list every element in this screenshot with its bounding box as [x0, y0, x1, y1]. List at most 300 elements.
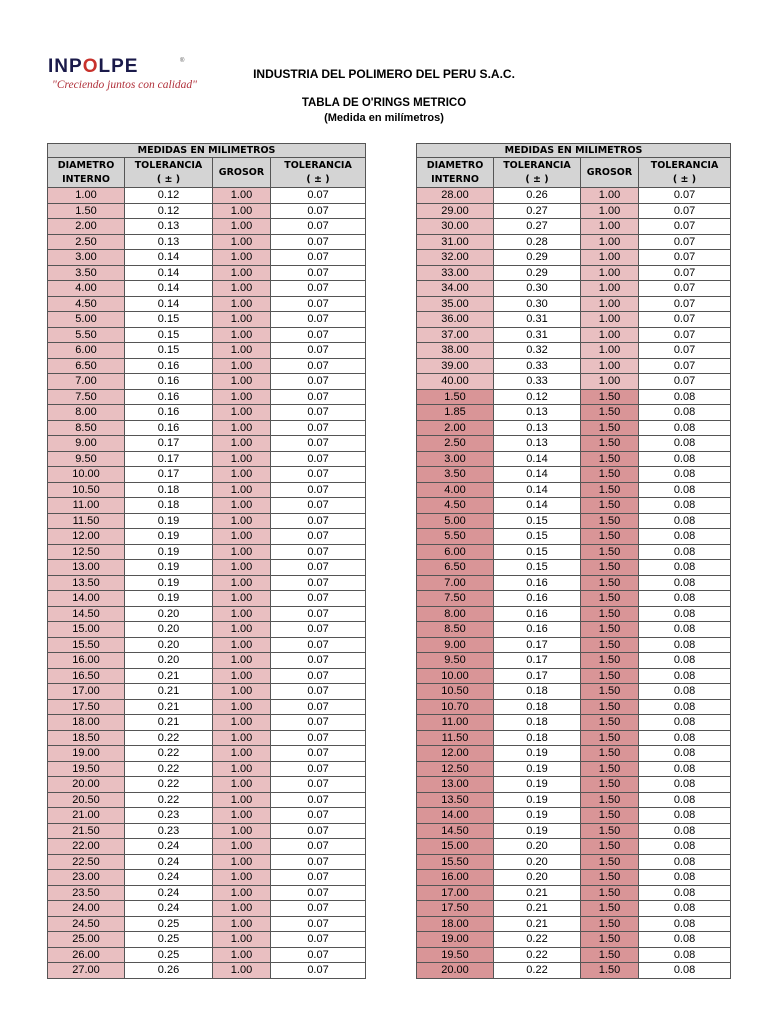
thickness-tolerance-cell: 0.08: [639, 885, 731, 901]
table-row: [417, 389, 731, 405]
tolerance-cell: 0.31: [494, 327, 581, 343]
thickness-cell: 1.50: [581, 746, 639, 762]
thickness-cell: 1.50: [581, 699, 639, 715]
table-row: [48, 901, 366, 917]
thickness-cell: 1.00: [213, 699, 271, 715]
thickness-cell: 1.00: [213, 219, 271, 235]
inner-diameter-cell: 24.00: [48, 901, 125, 917]
thickness-tolerance-cell: 0.07: [271, 389, 366, 405]
thickness-tolerance-cell: 0.07: [271, 730, 366, 746]
inner-diameter-cell: 6.50: [417, 560, 494, 576]
table-row: [48, 637, 366, 653]
thickness-tolerance-cell: 0.07: [271, 250, 366, 266]
thickness-tolerance-cell: 0.08: [639, 560, 731, 576]
thickness-tolerance-cell: 0.07: [271, 281, 366, 297]
thickness-cell: 1.00: [213, 436, 271, 452]
thickness-tolerance-cell: 0.08: [639, 622, 731, 638]
inner-diameter-cell: 17.50: [417, 901, 494, 917]
logo-prefix: INP: [48, 56, 83, 77]
table-row: [48, 963, 366, 979]
thickness-tolerance-cell: 0.08: [639, 436, 731, 452]
thickness-tolerance-cell: 0.08: [639, 451, 731, 467]
table-row: [417, 560, 731, 576]
thickness-cell: 1.50: [581, 653, 639, 669]
thickness-tolerance-cell: 0.07: [271, 870, 366, 886]
thickness-tolerance-cell: 0.08: [639, 482, 731, 498]
thickness-tolerance-cell: 0.08: [639, 668, 731, 684]
table-group-header: MEDIDAS EN MILIMETROS: [48, 144, 366, 158]
thickness-cell: 1.50: [581, 777, 639, 793]
tolerance-cell: 0.21: [125, 668, 213, 684]
tolerance-cell: 0.18: [494, 730, 581, 746]
table-row: [417, 885, 731, 901]
tolerance-cell: 0.21: [494, 885, 581, 901]
thickness-cell: 1.00: [213, 947, 271, 963]
oring-table-left: [47, 143, 366, 979]
tolerance-cell: 0.20: [125, 622, 213, 638]
tolerance-cell: 0.14: [494, 482, 581, 498]
thickness-tolerance-cell: 0.07: [271, 715, 366, 731]
thickness-cell: 1.00: [213, 482, 271, 498]
thickness-tolerance-cell: 0.07: [271, 188, 366, 204]
inner-diameter-cell: 4.50: [417, 498, 494, 514]
thickness-tolerance-cell: 0.08: [639, 870, 731, 886]
thickness-cell: 1.50: [581, 885, 639, 901]
inner-diameter-cell: 6.00: [417, 544, 494, 560]
thickness-cell: 1.00: [213, 777, 271, 793]
inner-diameter-cell: 20.50: [48, 792, 125, 808]
table-row: [417, 854, 731, 870]
inner-diameter-cell: 7.00: [48, 374, 125, 390]
table-row: [48, 591, 366, 607]
table-row: [48, 622, 366, 638]
thickness-cell: 1.50: [581, 513, 639, 529]
thickness-tolerance-cell: 0.07: [271, 746, 366, 762]
thickness-cell: 1.50: [581, 947, 639, 963]
table-row: [417, 451, 731, 467]
tolerance-cell: 0.26: [494, 188, 581, 204]
table-row: [48, 808, 366, 824]
inner-diameter-cell: 21.00: [48, 808, 125, 824]
inner-diameter-cell: 34.00: [417, 281, 494, 297]
table-row: [417, 312, 731, 328]
inner-diameter-cell: 39.00: [417, 358, 494, 374]
table-row: [48, 544, 366, 560]
thickness-cell: 1.00: [581, 203, 639, 219]
thickness-cell: 1.00: [213, 839, 271, 855]
thickness-cell: 1.00: [213, 730, 271, 746]
thickness-tolerance-cell: 0.07: [271, 575, 366, 591]
thickness-tolerance-cell: 0.08: [639, 467, 731, 483]
thickness-cell: 1.00: [213, 668, 271, 684]
thickness-tolerance-cell: 0.08: [639, 715, 731, 731]
inner-diameter-cell: 2.00: [48, 219, 125, 235]
thickness-tolerance-cell: 0.08: [639, 761, 731, 777]
thickness-tolerance-cell: 0.07: [271, 513, 366, 529]
thickness-tolerance-cell: 0.07: [639, 296, 731, 312]
table-row: [417, 668, 731, 684]
table-row: [417, 358, 731, 374]
tolerance-cell: 0.17: [494, 653, 581, 669]
tolerance-cell: 0.19: [125, 560, 213, 576]
thickness-tolerance-cell: 0.07: [271, 885, 366, 901]
thickness-cell: 1.00: [213, 916, 271, 932]
inner-diameter-cell: 19.50: [417, 947, 494, 963]
table-row: [417, 901, 731, 917]
tolerance-cell: 0.21: [494, 916, 581, 932]
thickness-tolerance-cell: 0.07: [271, 606, 366, 622]
thickness-cell: 1.00: [581, 281, 639, 297]
table-row: [48, 265, 366, 281]
thickness-cell: 1.00: [213, 312, 271, 328]
table-row: [417, 250, 731, 266]
tolerance-cell: 0.14: [125, 296, 213, 312]
thickness-tolerance-cell: 0.08: [639, 637, 731, 653]
logo-slogan: "Creciendo juntos con calidad": [52, 79, 197, 91]
table-row: [48, 281, 366, 297]
inner-diameter-cell: 29.00: [417, 203, 494, 219]
table-row: [417, 932, 731, 948]
tolerance-cell: 0.28: [494, 234, 581, 250]
tolerance-cell: 0.16: [125, 374, 213, 390]
tolerance-cell: 0.20: [494, 839, 581, 855]
inner-diameter-cell: 18.00: [48, 715, 125, 731]
thickness-cell: 1.00: [213, 885, 271, 901]
thickness-tolerance-cell: 0.08: [639, 746, 731, 762]
table-row: [417, 482, 731, 498]
col-header-tolerance-diameter: TOLERANCIA ( ± ): [125, 158, 213, 188]
thickness-cell: 1.50: [581, 606, 639, 622]
thickness-cell: 1.00: [213, 420, 271, 436]
inner-diameter-cell: 40.00: [417, 374, 494, 390]
thickness-tolerance-cell: 0.07: [271, 653, 366, 669]
tolerance-cell: 0.19: [494, 808, 581, 824]
thickness-cell: 1.50: [581, 420, 639, 436]
inner-diameter-cell: 5.50: [48, 327, 125, 343]
inner-diameter-cell: 35.00: [417, 296, 494, 312]
tolerance-cell: 0.22: [125, 792, 213, 808]
tolerance-cell: 0.12: [494, 389, 581, 405]
thickness-tolerance-cell: 0.07: [271, 436, 366, 452]
table-row: [417, 963, 731, 979]
tolerance-cell: 0.13: [494, 420, 581, 436]
thickness-tolerance-cell: 0.07: [271, 219, 366, 235]
inner-diameter-cell: 31.00: [417, 234, 494, 250]
tolerance-cell: 0.23: [125, 823, 213, 839]
tolerance-cell: 0.14: [494, 451, 581, 467]
inner-diameter-cell: 15.50: [48, 637, 125, 653]
tolerance-cell: 0.24: [125, 870, 213, 886]
thickness-tolerance-cell: 0.08: [639, 544, 731, 560]
inner-diameter-cell: 11.50: [48, 513, 125, 529]
tolerance-cell: 0.22: [125, 730, 213, 746]
thickness-tolerance-cell: 0.08: [639, 653, 731, 669]
thickness-cell: 1.00: [213, 358, 271, 374]
inner-diameter-cell: 3.50: [48, 265, 125, 281]
table-row: [48, 839, 366, 855]
tolerance-cell: 0.20: [125, 653, 213, 669]
table-row: [417, 420, 731, 436]
tolerance-cell: 0.19: [494, 792, 581, 808]
tolerance-cell: 0.15: [125, 327, 213, 343]
inner-diameter-cell: 18.50: [48, 730, 125, 746]
table-row: [417, 219, 731, 235]
thickness-tolerance-cell: 0.07: [639, 203, 731, 219]
thickness-tolerance-cell: 0.07: [639, 312, 731, 328]
page-subtitle: (Medida en milímetros): [324, 112, 444, 124]
thickness-cell: 1.50: [581, 668, 639, 684]
inner-diameter-cell: 6.50: [48, 358, 125, 374]
inner-diameter-cell: 26.00: [48, 947, 125, 963]
inner-diameter-cell: 9.00: [48, 436, 125, 452]
thickness-tolerance-cell: 0.08: [639, 777, 731, 793]
thickness-tolerance-cell: 0.07: [639, 188, 731, 204]
table-row: [417, 730, 731, 746]
thickness-cell: 1.00: [213, 622, 271, 638]
col-header-inner-diameter: DIAMETRO INTERNO: [417, 158, 494, 188]
thickness-cell: 1.00: [213, 808, 271, 824]
thickness-tolerance-cell: 0.07: [271, 544, 366, 560]
tolerance-cell: 0.22: [494, 963, 581, 979]
thickness-tolerance-cell: 0.07: [271, 327, 366, 343]
thickness-tolerance-cell: 0.07: [271, 203, 366, 219]
inner-diameter-cell: 22.50: [48, 854, 125, 870]
thickness-cell: 1.00: [213, 560, 271, 576]
table-row: [48, 777, 366, 793]
table-row: [48, 343, 366, 359]
thickness-cell: 1.00: [213, 498, 271, 514]
thickness-tolerance-cell: 0.07: [639, 219, 731, 235]
table-row: [48, 234, 366, 250]
table-row: [417, 296, 731, 312]
tolerance-cell: 0.24: [125, 839, 213, 855]
tolerance-cell: 0.17: [125, 436, 213, 452]
table-row: [417, 916, 731, 932]
thickness-tolerance-cell: 0.08: [639, 916, 731, 932]
thickness-tolerance-cell: 0.07: [271, 560, 366, 576]
thickness-cell: 1.50: [581, 792, 639, 808]
thickness-tolerance-cell: 0.08: [639, 963, 731, 979]
registered-mark: ®: [180, 58, 185, 64]
inner-diameter-cell: 15.00: [417, 839, 494, 855]
thickness-tolerance-cell: 0.07: [639, 265, 731, 281]
thickness-cell: 1.00: [581, 219, 639, 235]
inner-diameter-cell: 4.00: [417, 482, 494, 498]
thickness-cell: 1.50: [581, 715, 639, 731]
thickness-tolerance-cell: 0.08: [639, 808, 731, 824]
inner-diameter-cell: 3.00: [417, 451, 494, 467]
table-row: [48, 684, 366, 700]
inner-diameter-cell: 1.85: [417, 405, 494, 421]
tolerance-cell: 0.29: [494, 250, 581, 266]
table-row: [417, 575, 731, 591]
thickness-cell: 1.50: [581, 637, 639, 653]
inner-diameter-cell: 17.50: [48, 699, 125, 715]
inner-diameter-cell: 17.00: [48, 684, 125, 700]
inner-diameter-cell: 19.00: [417, 932, 494, 948]
thickness-tolerance-cell: 0.07: [271, 343, 366, 359]
thickness-tolerance-cell: 0.08: [639, 498, 731, 514]
table-row: [417, 823, 731, 839]
table-row: [48, 405, 366, 421]
tolerance-cell: 0.15: [494, 544, 581, 560]
tolerance-cell: 0.22: [125, 746, 213, 762]
oring-table-right: [416, 143, 731, 979]
tolerance-cell: 0.32: [494, 343, 581, 359]
logo-mark: O: [82, 56, 99, 77]
inner-diameter-cell: 12.00: [417, 746, 494, 762]
thickness-tolerance-cell: 0.08: [639, 792, 731, 808]
inner-diameter-cell: 18.00: [417, 916, 494, 932]
tolerance-cell: 0.16: [125, 405, 213, 421]
tolerance-cell: 0.25: [125, 916, 213, 932]
thickness-cell: 1.50: [581, 405, 639, 421]
tolerance-cell: 0.22: [125, 777, 213, 793]
inner-diameter-cell: 8.00: [417, 606, 494, 622]
thickness-tolerance-cell: 0.07: [271, 854, 366, 870]
thickness-cell: 1.00: [581, 327, 639, 343]
inner-diameter-cell: 14.00: [48, 591, 125, 607]
thickness-tolerance-cell: 0.08: [639, 823, 731, 839]
inner-diameter-cell: 4.00: [48, 281, 125, 297]
inner-diameter-cell: 8.50: [417, 622, 494, 638]
table-row: [48, 746, 366, 762]
inner-diameter-cell: 27.00: [48, 963, 125, 979]
inner-diameter-cell: 3.50: [417, 467, 494, 483]
col-header-thickness: GROSOR: [581, 158, 639, 188]
inner-diameter-cell: 15.00: [48, 622, 125, 638]
thickness-tolerance-cell: 0.07: [639, 374, 731, 390]
table-row: [48, 668, 366, 684]
tolerance-cell: 0.15: [125, 312, 213, 328]
table-row: [417, 637, 731, 653]
thickness-cell: 1.00: [213, 544, 271, 560]
tolerance-cell: 0.18: [494, 715, 581, 731]
table-row: [417, 498, 731, 514]
thickness-cell: 1.00: [213, 684, 271, 700]
tolerance-cell: 0.18: [125, 482, 213, 498]
tolerance-cell: 0.24: [125, 901, 213, 917]
thickness-cell: 1.50: [581, 560, 639, 576]
thickness-cell: 1.00: [213, 854, 271, 870]
thickness-cell: 1.00: [213, 327, 271, 343]
tolerance-cell: 0.25: [125, 932, 213, 948]
thickness-tolerance-cell: 0.07: [271, 932, 366, 948]
thickness-cell: 1.50: [581, 854, 639, 870]
thickness-cell: 1.50: [581, 839, 639, 855]
inner-diameter-cell: 30.00: [417, 219, 494, 235]
tolerance-cell: 0.19: [125, 529, 213, 545]
tolerance-cell: 0.20: [125, 606, 213, 622]
thickness-cell: 1.00: [213, 653, 271, 669]
page-title: TABLA DE O'RINGS METRICO: [301, 97, 467, 109]
thickness-cell: 1.50: [581, 916, 639, 932]
thickness-cell: 1.00: [213, 529, 271, 545]
table-row: [417, 947, 731, 963]
thickness-tolerance-cell: 0.07: [271, 451, 366, 467]
inner-diameter-cell: 7.50: [48, 389, 125, 405]
col-header-tolerance-thickness: TOLERANCIA ( ± ): [271, 158, 366, 188]
thickness-cell: 1.00: [213, 606, 271, 622]
thickness-cell: 1.00: [213, 343, 271, 359]
inner-diameter-cell: 12.50: [417, 761, 494, 777]
thickness-cell: 1.50: [581, 622, 639, 638]
table-row: [48, 374, 366, 390]
thickness-cell: 1.50: [581, 389, 639, 405]
table-row: [48, 761, 366, 777]
thickness-cell: 1.50: [581, 963, 639, 979]
thickness-tolerance-cell: 0.08: [639, 699, 731, 715]
inner-diameter-cell: 16.50: [48, 668, 125, 684]
thickness-cell: 1.50: [581, 467, 639, 483]
inner-diameter-cell: 33.00: [417, 265, 494, 281]
tolerance-cell: 0.21: [125, 684, 213, 700]
table-row: [48, 575, 366, 591]
tolerance-cell: 0.16: [125, 389, 213, 405]
table-row: [48, 730, 366, 746]
tolerance-cell: 0.20: [125, 637, 213, 653]
inner-diameter-cell: 25.00: [48, 932, 125, 948]
thickness-cell: 1.50: [581, 870, 639, 886]
inner-diameter-cell: 14.50: [48, 606, 125, 622]
thickness-tolerance-cell: 0.07: [271, 622, 366, 638]
thickness-tolerance-cell: 0.07: [271, 699, 366, 715]
table-row: [417, 792, 731, 808]
tolerance-cell: 0.22: [494, 947, 581, 963]
thickness-tolerance-cell: 0.08: [639, 529, 731, 545]
inner-diameter-cell: 16.00: [417, 870, 494, 886]
table-row: [48, 823, 366, 839]
tolerance-cell: 0.26: [125, 963, 213, 979]
tolerance-cell: 0.18: [494, 699, 581, 715]
inner-diameter-cell: 10.50: [48, 482, 125, 498]
table-group-header: MEDIDAS EN MILIMETROS: [417, 144, 731, 158]
thickness-tolerance-cell: 0.08: [639, 420, 731, 436]
inner-diameter-cell: 2.50: [417, 436, 494, 452]
thickness-tolerance-cell: 0.08: [639, 730, 731, 746]
thickness-cell: 1.50: [581, 730, 639, 746]
thickness-tolerance-cell: 0.08: [639, 606, 731, 622]
tolerance-cell: 0.13: [125, 234, 213, 250]
thickness-tolerance-cell: 0.07: [271, 947, 366, 963]
inner-diameter-cell: 8.00: [48, 405, 125, 421]
inner-diameter-cell: 10.00: [48, 467, 125, 483]
tolerance-cell: 0.17: [494, 637, 581, 653]
tolerance-cell: 0.12: [125, 188, 213, 204]
inner-diameter-cell: 11.00: [48, 498, 125, 514]
inner-diameter-cell: 15.50: [417, 854, 494, 870]
thickness-tolerance-cell: 0.07: [271, 591, 366, 607]
inner-diameter-cell: 13.00: [417, 777, 494, 793]
inner-diameter-cell: 11.50: [417, 730, 494, 746]
thickness-cell: 1.00: [213, 761, 271, 777]
thickness-cell: 1.50: [581, 684, 639, 700]
inner-diameter-cell: 1.00: [48, 188, 125, 204]
table-row: [417, 761, 731, 777]
logo-suffix: LPE: [98, 56, 139, 77]
thickness-cell: 1.00: [581, 250, 639, 266]
table-row: [417, 188, 731, 204]
thickness-cell: 1.00: [581, 296, 639, 312]
tolerance-cell: 0.18: [494, 684, 581, 700]
thickness-tolerance-cell: 0.07: [271, 823, 366, 839]
tolerance-cell: 0.20: [494, 854, 581, 870]
tolerance-cell: 0.14: [125, 265, 213, 281]
tolerance-cell: 0.17: [125, 451, 213, 467]
thickness-cell: 1.00: [213, 296, 271, 312]
table-row: [417, 870, 731, 886]
thickness-cell: 1.00: [581, 343, 639, 359]
